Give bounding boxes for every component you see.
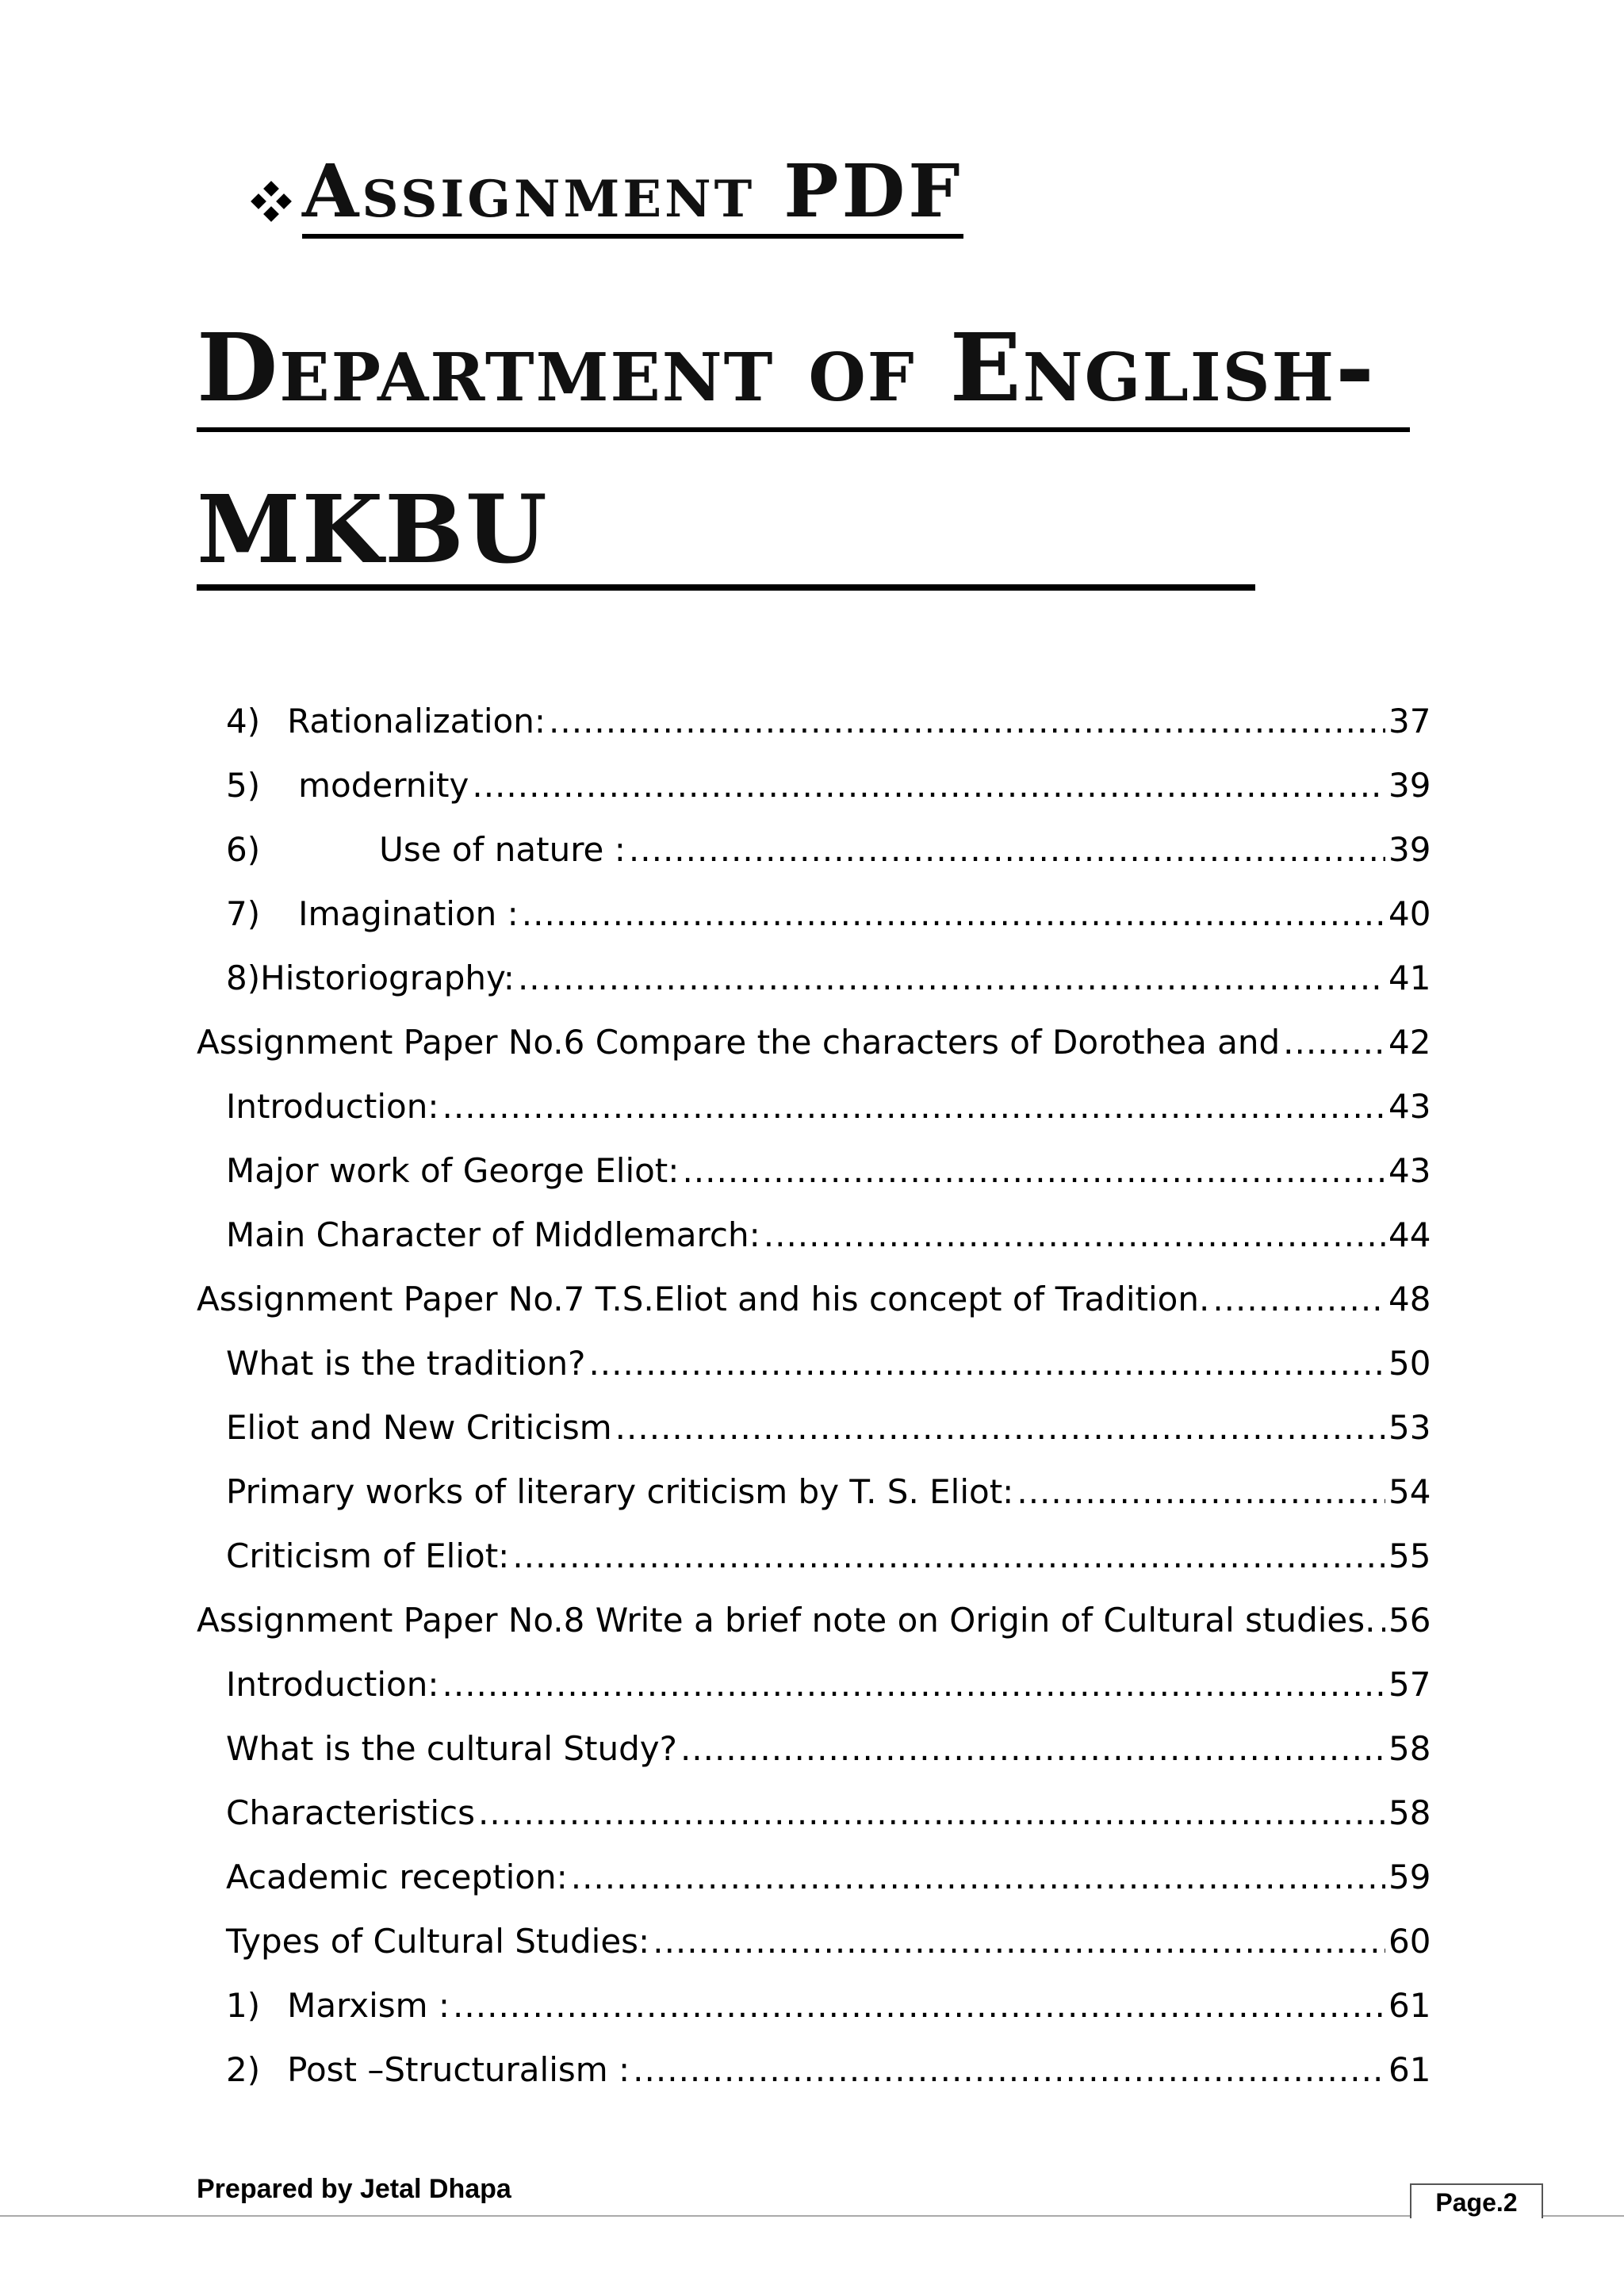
toc-entry-page: 39: [1388, 830, 1431, 869]
toc-entry[interactable]: [197, 702, 1430, 766]
toc-entry-page: 55: [1388, 1536, 1431, 1575]
toc-entry[interactable]: [197, 1344, 1430, 1408]
toc-entry-label: What is the tradition?: [226, 1344, 586, 1383]
toc-entry-page: 37: [1388, 702, 1431, 740]
department-title-line2: MKBU: [197, 483, 1255, 591]
toc-dot-leader: [522, 894, 1385, 933]
toc-entry-page: 58: [1388, 1729, 1431, 1768]
toc-entry[interactable]: [197, 2050, 1430, 2114]
toc-entry-label: Academic reception:: [226, 1858, 568, 1896]
toc-entry-number: 7): [226, 894, 261, 933]
toc-entry-number: 6): [226, 830, 261, 869]
toc-entry-label: Marxism :: [287, 1986, 450, 2025]
table-of-contents: [197, 702, 1430, 2114]
toc-dot-leader: [442, 1665, 1386, 1704]
toc-entry[interactable]: [197, 1280, 1430, 1344]
toc-entry[interactable]: [197, 959, 1430, 1023]
department-title-line1: Department of English-: [197, 321, 1410, 432]
toc-entry[interactable]: [197, 1215, 1430, 1280]
toc-entry[interactable]: [197, 1472, 1430, 1536]
toc-dot-leader: [653, 1922, 1385, 1961]
toc-entry-label: modernity: [298, 766, 469, 805]
toc-entry-label: Assignment Paper No.6 Compare the characters of Dorothea and: [197, 1023, 1281, 1062]
toc-entry-page: 53: [1388, 1408, 1431, 1447]
toc-entry-page: 54: [1388, 1472, 1431, 1511]
toc-entry[interactable]: [197, 1536, 1430, 1601]
toc-entry[interactable]: [197, 894, 1430, 959]
toc-entry-label: Post –Structuralism :: [287, 2050, 630, 2089]
toc-entry-page: 42: [1388, 1023, 1431, 1062]
toc-entry-label: Rationalization:: [287, 702, 546, 740]
toc-entry-label: Use of nature :: [379, 830, 626, 869]
toc-entry-page: 61: [1388, 1986, 1431, 2025]
toc-entry-label: Main Character of Middlemarch:: [226, 1215, 760, 1254]
toc-entry-page: 56: [1388, 1601, 1431, 1640]
toc-entry-page: 44: [1388, 1215, 1431, 1254]
toc-dot-leader: [453, 1986, 1385, 2025]
toc-dot-leader: [633, 2050, 1385, 2089]
toc-entry[interactable]: [197, 1729, 1430, 1793]
toc-dot-leader: [1017, 1472, 1385, 1511]
toc-entry-label: Major work of George Eliot:: [226, 1151, 680, 1190]
toc-entry-label: Primary works of literary criticism by T. S. Eliot:: [226, 1472, 1014, 1511]
toc-entry-page: 43: [1388, 1087, 1431, 1126]
toc-entry[interactable]: [197, 830, 1430, 894]
toc-entry-label: What is the cultural Study?: [226, 1729, 677, 1768]
toc-dot-leader: [442, 1087, 1386, 1126]
document-heading: [250, 148, 963, 239]
toc-entry-page: 50: [1388, 1344, 1431, 1383]
toc-dot-leader: [682, 1151, 1385, 1190]
toc-entry-page: 41: [1388, 959, 1431, 997]
toc-entry[interactable]: [197, 1858, 1430, 1922]
toc-entry[interactable]: [197, 1793, 1430, 1858]
toc-entry-label: 8)Historiography:: [226, 959, 515, 997]
toc-entry[interactable]: [197, 1601, 1430, 1665]
toc-entry-page: 40: [1388, 894, 1431, 933]
toc-entry[interactable]: [197, 1986, 1430, 2050]
toc-entry-page: 39: [1388, 766, 1431, 805]
toc-entry-label: Characteristics: [226, 1793, 476, 1832]
toc-dot-leader: [571, 1858, 1385, 1896]
department-title: [197, 312, 1410, 591]
toc-entry[interactable]: [197, 1408, 1430, 1472]
toc-entry-page: 48: [1388, 1280, 1431, 1318]
toc-entry[interactable]: [197, 1087, 1430, 1151]
toc-entry-label: Eliot and New Criticism: [226, 1408, 612, 1447]
toc-entry-label: Assignment Paper No.8 Write a brief note on Origin of Cultural studies.: [197, 1601, 1376, 1640]
toc-entry-number: 5): [226, 766, 261, 805]
document-type-title: Assignment PDF: [302, 155, 963, 239]
toc-entry-label: Introduction:: [226, 1087, 439, 1126]
toc-dot-leader: [764, 1215, 1385, 1254]
toc-entry-label: Introduction:: [226, 1665, 439, 1704]
toc-entry[interactable]: [197, 1023, 1430, 1087]
toc-entry-page: 58: [1388, 1793, 1431, 1832]
toc-dot-leader: [1212, 1280, 1385, 1318]
toc-entry[interactable]: [197, 1665, 1430, 1729]
footer-divider: [0, 2215, 1624, 2217]
page-number-box: Page.2: [1410, 2183, 1543, 2218]
toc-dot-leader: [680, 1729, 1385, 1768]
toc-entry-label: Types of Cultural Studies:: [226, 1922, 650, 1961]
toc-dot-leader: [518, 959, 1385, 997]
toc-entry-number: 1): [226, 1986, 261, 2025]
toc-entry-label: Assignment Paper No.7 T.S.Eliot and his concept of Tradition.: [197, 1280, 1210, 1318]
toc-entry-page: 61: [1388, 2050, 1431, 2089]
toc-dot-leader: [512, 1536, 1385, 1575]
toc-dot-leader: [1379, 1601, 1386, 1640]
toc-dot-leader: [472, 766, 1385, 805]
toc-dot-leader: [588, 1344, 1385, 1383]
footer-author: Prepared by Jetal Dhapa: [197, 2174, 511, 2204]
toc-dot-leader: [629, 830, 1385, 869]
toc-entry-page: 57: [1388, 1665, 1431, 1704]
toc-entry-page: 59: [1388, 1858, 1431, 1896]
toc-entry[interactable]: [197, 1151, 1430, 1215]
toc-entry-label: Imagination :: [298, 894, 519, 933]
toc-entry-page: 60: [1388, 1922, 1431, 1961]
toc-entry-page: 43: [1388, 1151, 1431, 1190]
toc-entry[interactable]: [197, 766, 1430, 830]
toc-entry-number: 2): [226, 2050, 261, 2089]
toc-dot-leader: [615, 1408, 1385, 1447]
diamond-bullet-icon: [250, 180, 293, 223]
toc-dot-leader: [549, 702, 1385, 740]
toc-dot-leader: [478, 1793, 1385, 1832]
toc-entry-number: 4): [226, 702, 261, 740]
toc-dot-leader: [1283, 1023, 1385, 1062]
toc-entry-label: Criticism of Eliot:: [226, 1536, 510, 1575]
toc-entry[interactable]: [197, 1922, 1430, 1986]
